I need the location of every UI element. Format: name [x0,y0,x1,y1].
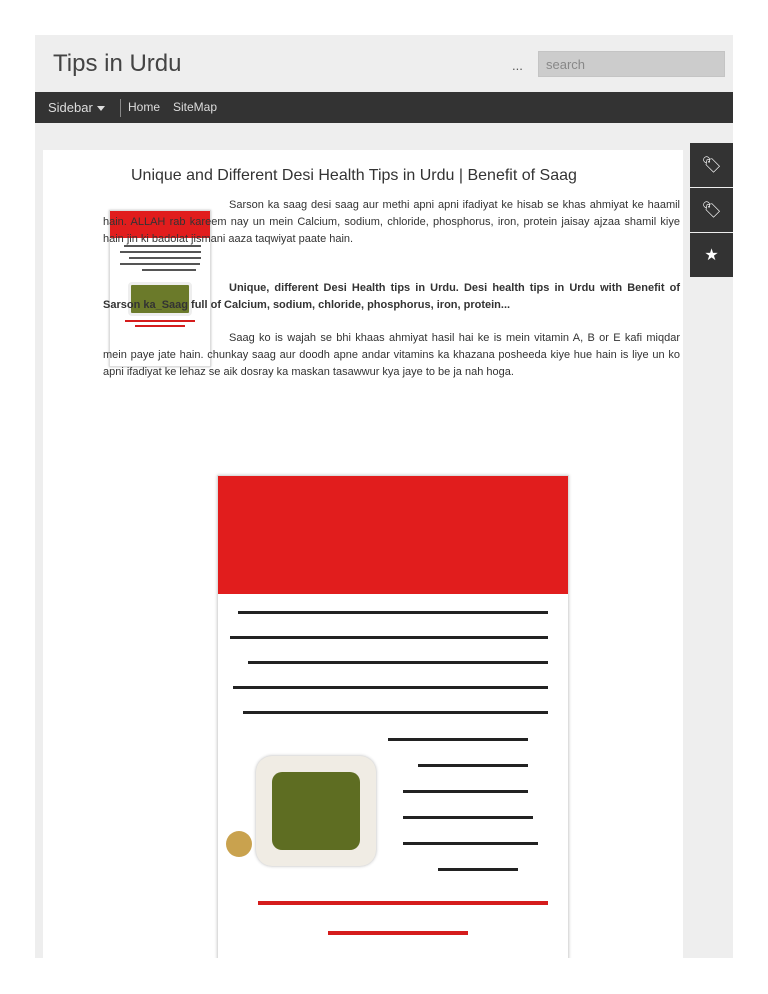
header [35,35,733,92]
post-body [103,197,680,381]
bookmark-star-icon: ★ [704,247,719,264]
nav-link-home[interactable]: Home [128,100,161,114]
nav-link-sitemap[interactable]: SiteMap [173,100,218,114]
blog-frame [35,35,733,958]
nav-divider [120,99,121,117]
side-bookmark-button[interactable] [690,233,733,277]
chevron-down-icon [97,106,105,111]
image-red-banner [218,476,568,594]
spoon [226,831,252,857]
saag-dish [256,756,376,866]
search-input[interactable] [538,51,725,77]
tag-icon: 🏷 [701,202,722,219]
sidebar-menu-button[interactable] [48,100,105,115]
side-tag-button[interactable] [690,143,733,187]
sidebar-label: Sidebar [48,100,93,115]
post-main-image[interactable] [217,475,569,958]
post-title[interactable]: Unique and Different Desi Health Tips in Urdu | Benefit of Saag [131,167,577,184]
navbar [35,92,733,123]
post-card [43,150,683,958]
post-paragraph: Sarson ka saag desi saag aur methi apni apni ifadiyat ke hisab se khas ahmiyat ke haamil hain. ALLAH rab kareem nay un mein Calcium, sodium, chloride, phosphorus, iron, protein jaisay ajzaa shamil kiye hain jin ki badolat jismani aaza taqwiyat paate hain. [103,199,680,245]
post-summary: Unique, different Desi Health tips in Urdu. Desi health tips in Urdu with Benefit of Sarson ka_Saag full of Calcium, sodium, chloride, phosphorus, iron, protein... [103,282,680,311]
blog-title[interactable]: Tips in Urdu [53,50,182,77]
more-link[interactable]: ... [512,58,523,73]
tag-icon: 🏷 [701,157,722,174]
side-tag-button[interactable] [690,188,733,232]
post-paragraph: Saag ko is wajah se bhi khaas ahmiyat hasil hai ke is mein vitamin A, B or E kafi miqdar mein paye jate hain. chunkay saag aur doodh apne andar vitamins ka khazana posheeda kiye hue hain is liye un ko apni ifadiyat ke lehaz se aik dosray ka maskan tasawwur kya jaye to be ja nah hoga. [103,332,680,378]
